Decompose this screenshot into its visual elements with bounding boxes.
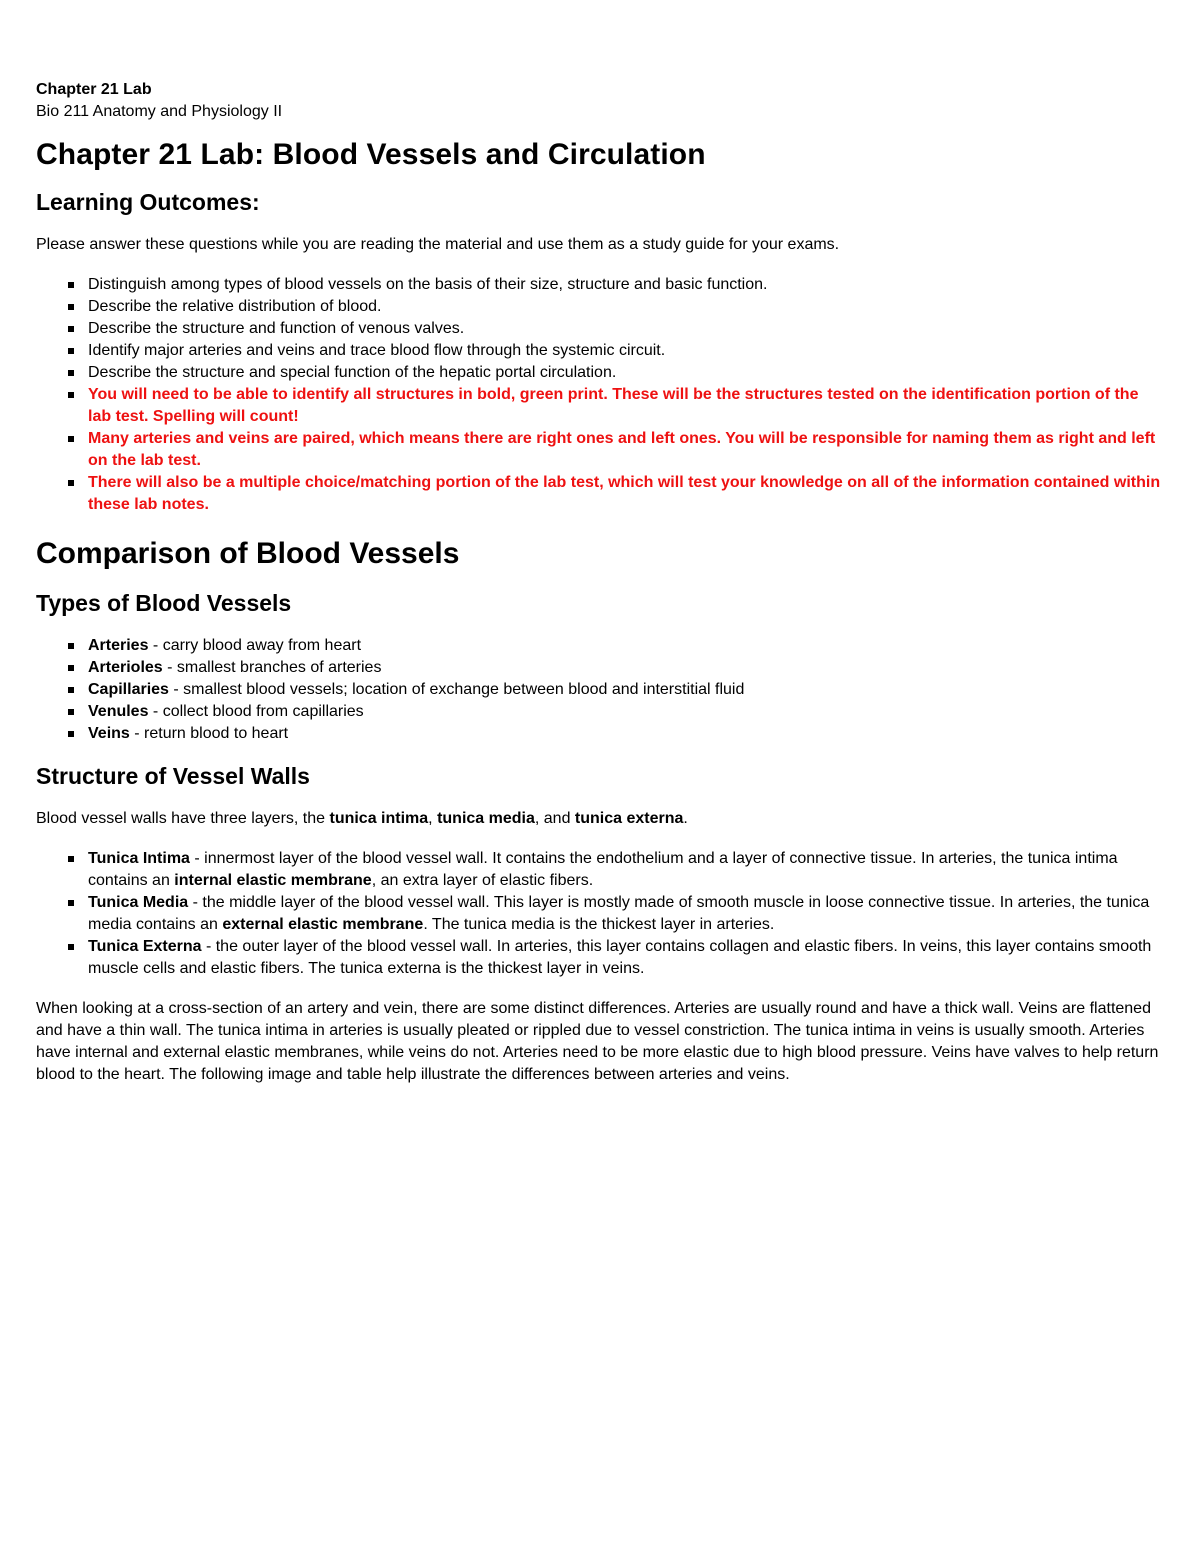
- square-bullet-icon: [68, 304, 74, 310]
- square-bullet-icon: [68, 282, 74, 288]
- square-bullet-icon: [68, 643, 74, 649]
- important-list-item: You will need to be able to identify all structures in bold, green print. These will be the structures tested on the identification portion of the lab test. Spelling will count!: [36, 384, 1164, 428]
- course-title: Chapter 21 Lab: [36, 81, 152, 98]
- list-item: Veins - return blood to heart: [36, 723, 1164, 745]
- square-bullet-icon: [68, 709, 74, 715]
- important-list-item: Many arteries and veins are paired, which means there are right ones and left ones. You will be responsible for naming them as right and left on the lab test.: [36, 428, 1164, 472]
- list-item: Arterioles - smallest branches of arteries: [36, 657, 1164, 679]
- list-item: Tunica Externa - the outer layer of the blood vessel wall. In arteries, this layer contains collagen and elastic fibers. In veins, this layer contains smooth muscle cells and elastic fibers. The tunica externa is the thickest layer in veins.: [36, 936, 1164, 980]
- page-title: Chapter 21 Lab: Blood Vessels and Circulation: [36, 138, 706, 171]
- artery-vein-comparison-paragraph: When looking at a cross-section of an artery and vein, there are some distinct differences. Arteries are usually round and have a thick wall. Veins are flattened and have a thin wall. The tunica intima in arteries is usually pleated or rippled due to vessel constriction. The tunica intima in veins is usually smooth. Arteries have internal and external elastic membranes, while veins do not. Arteries need to be more elastic due to high blood pressure. Veins have valves to help return blood to the heart. The following image and table help illustrate the differences between arteries and veins.: [36, 1000, 1159, 1083]
- square-bullet-icon: [68, 348, 74, 354]
- square-bullet-icon: [68, 687, 74, 693]
- list-item: Identify major arteries and veins and trace blood flow through the systemic circuit.: [36, 340, 1164, 362]
- course-subtitle: Bio 211 Anatomy and Physiology II: [36, 103, 283, 120]
- square-bullet-icon: [68, 326, 74, 332]
- list-item: Venules - collect blood from capillaries: [36, 701, 1164, 723]
- walls-heading: Structure of Vessel Walls: [36, 763, 310, 789]
- square-bullet-icon: [68, 436, 74, 442]
- square-bullet-icon: [68, 392, 74, 398]
- important-list-item: There will also be a multiple choice/matching portion of the lab test, which will test your knowledge on all of the information contained within these lab notes.: [36, 472, 1164, 516]
- vessel-types-list: [36, 635, 1164, 745]
- learning-outcomes-list: [36, 274, 1164, 516]
- list-item: Tunica Intima - innermost layer of the blood vessel wall. It contains the endothelium and a layer of connective tissue. In arteries, the tunica intima contains an internal elastic membrane, an extra layer of elastic fibers.: [36, 848, 1164, 892]
- learning-outcomes-heading: Learning Outcomes:: [36, 189, 260, 215]
- list-item: Describe the relative distribution of blood.: [36, 296, 1164, 318]
- learning-outcomes-intro: Please answer these questions while you are reading the material and use them as a study guide for your exams.: [36, 236, 840, 253]
- vessel-layers-list: [36, 848, 1164, 980]
- walls-intro: Blood vessel walls have three layers, the tunica intima, tunica media, and tunica externa.: [36, 810, 688, 827]
- types-heading: Types of Blood Vessels: [36, 590, 292, 616]
- square-bullet-icon: [68, 856, 74, 862]
- square-bullet-icon: [68, 731, 74, 737]
- square-bullet-icon: [68, 665, 74, 671]
- list-item: Capillaries - smallest blood vessels; location of exchange between blood and interstitial fluid: [36, 679, 1164, 701]
- list-item: Distinguish among types of blood vessels on the basis of their size, structure and basic function.: [36, 274, 1164, 296]
- list-item: Tunica Media - the middle layer of the blood vessel wall. This layer is mostly made of smooth muscle in loose connective tissue. In arteries, the tunica media contains an external elastic membrane. The tunica media is the thickest layer in arteries.: [36, 892, 1164, 936]
- square-bullet-icon: [68, 944, 74, 950]
- square-bullet-icon: [68, 480, 74, 486]
- square-bullet-icon: [68, 370, 74, 376]
- list-item: Arteries - carry blood away from heart: [36, 635, 1164, 657]
- list-item: Describe the structure and special function of the hepatic portal circulation.: [36, 362, 1164, 384]
- list-item: Describe the structure and function of venous valves.: [36, 318, 1164, 340]
- comparison-heading: Comparison of Blood Vessels: [36, 537, 460, 570]
- square-bullet-icon: [68, 900, 74, 906]
